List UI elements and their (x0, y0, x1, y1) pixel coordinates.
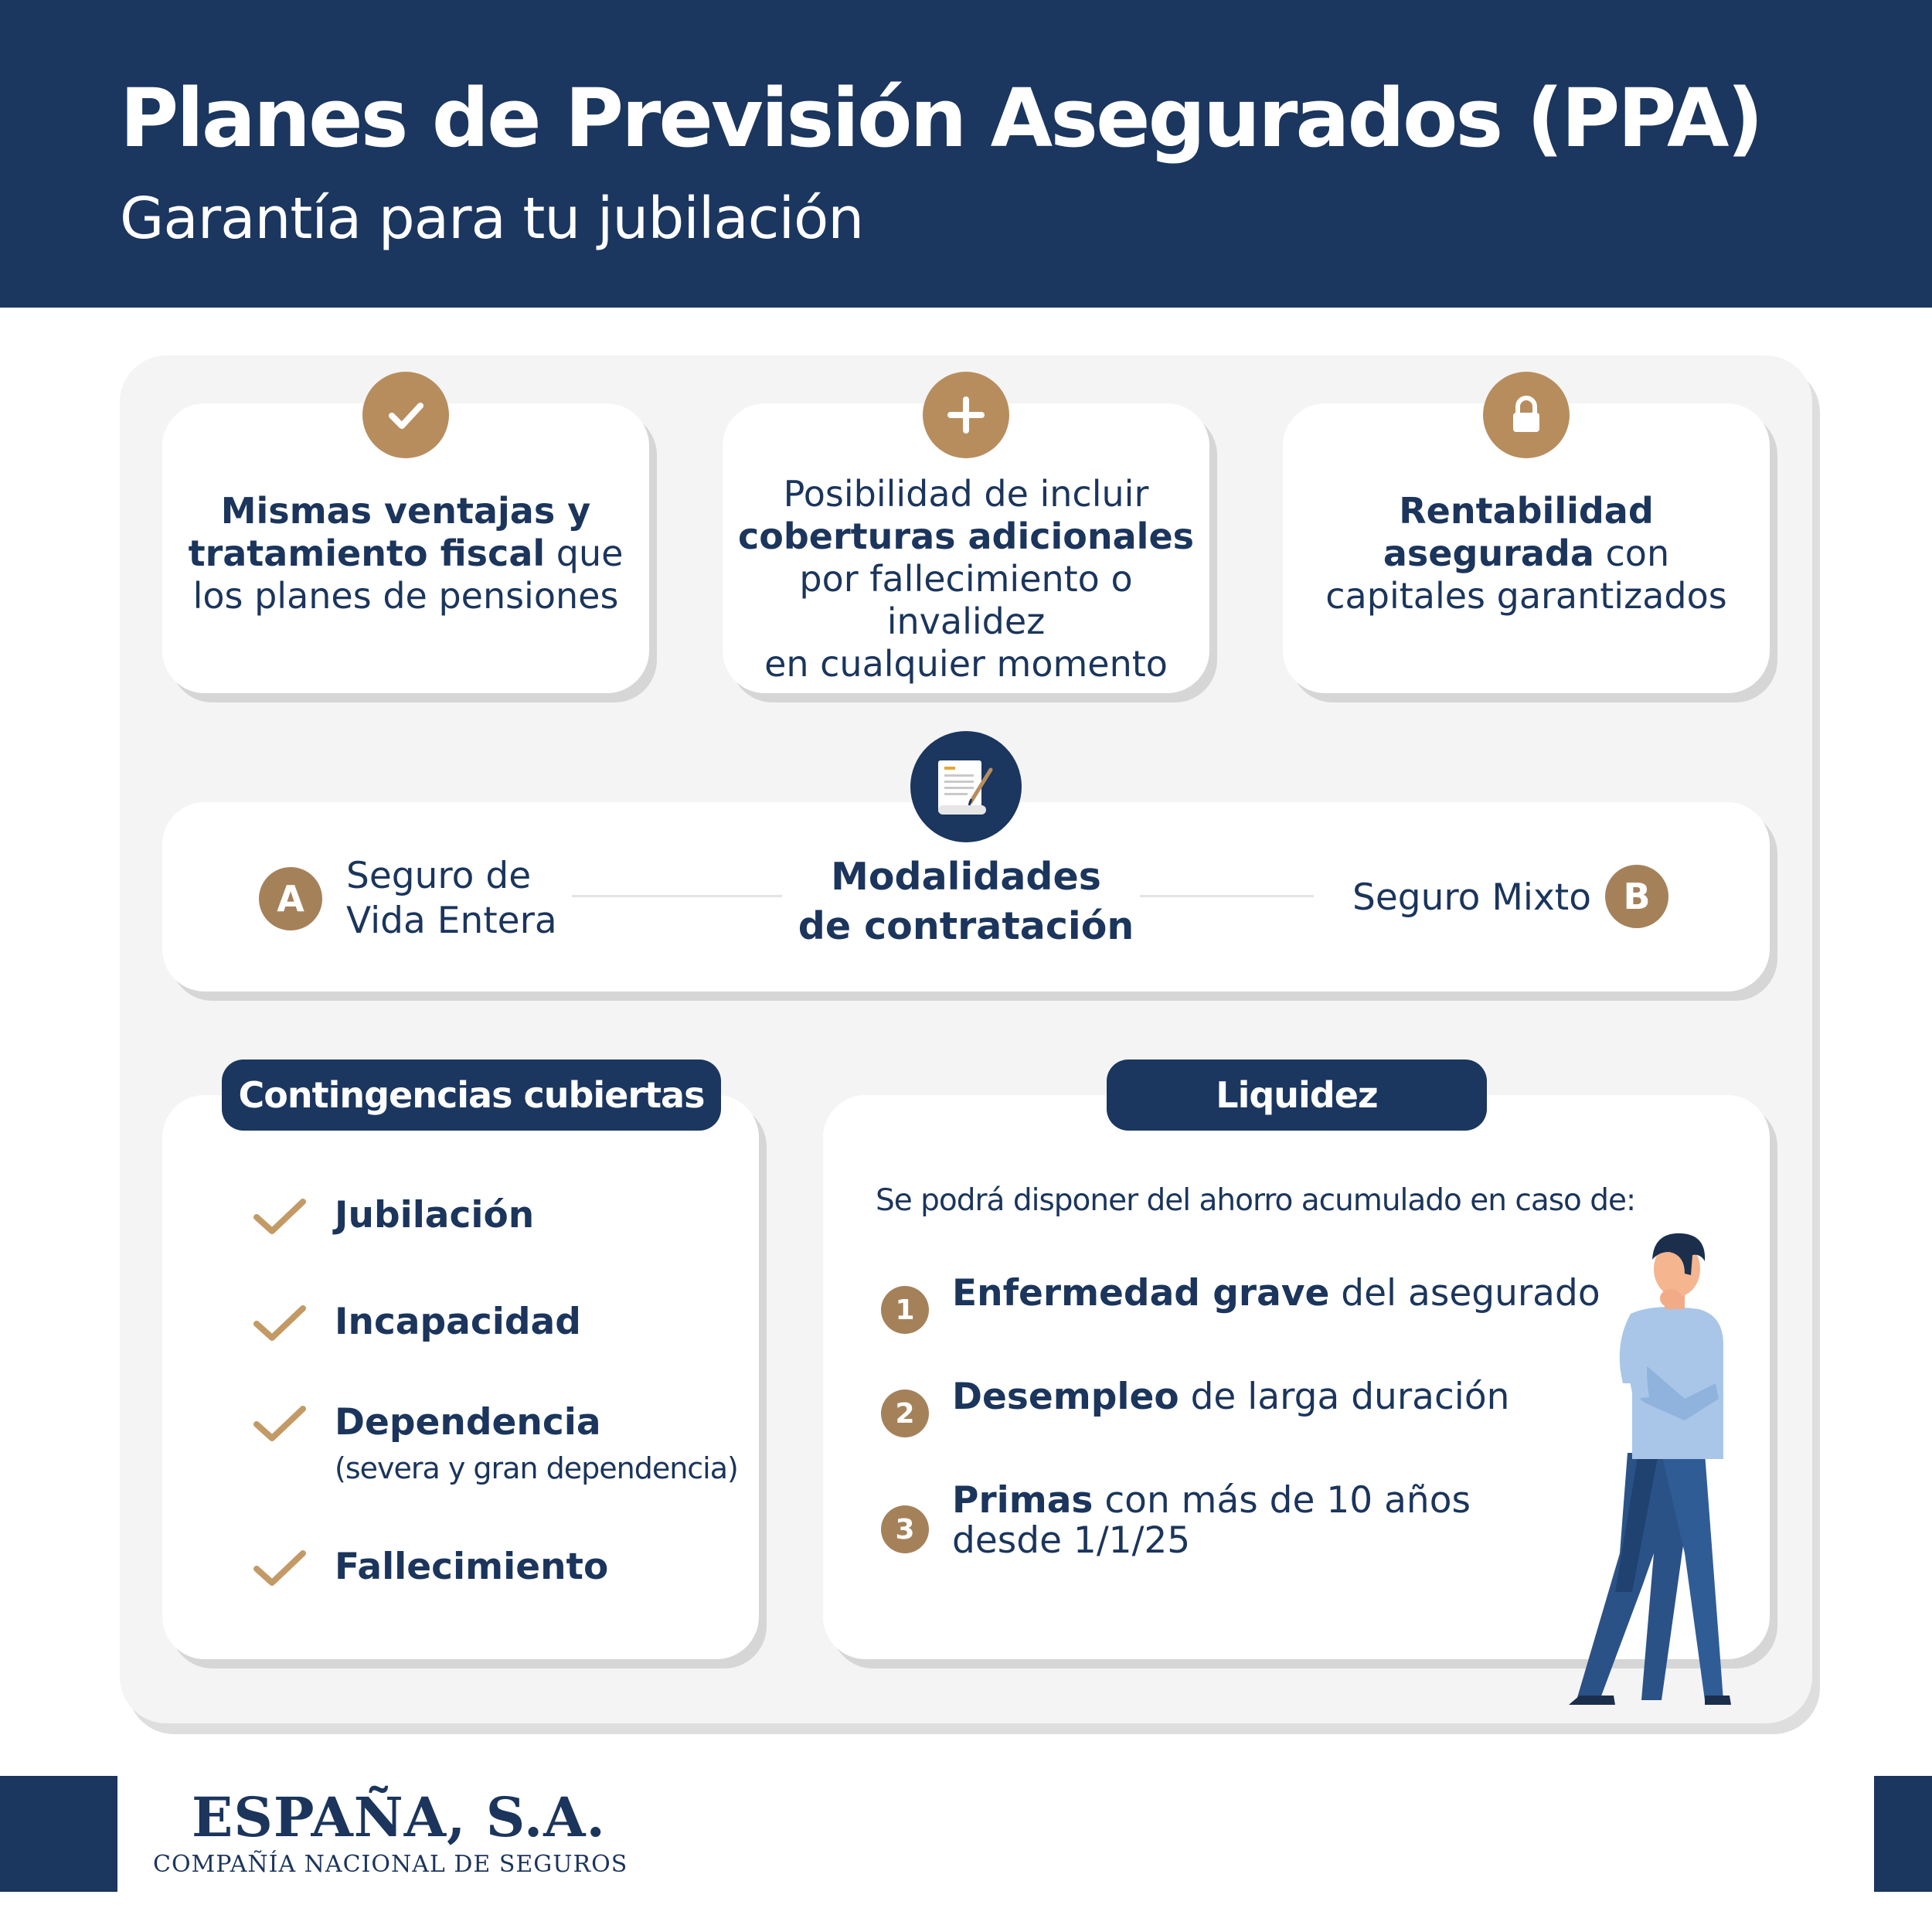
feature-text-segment: con (1594, 532, 1670, 574)
option-a-label-line2: Vida Entera (346, 900, 557, 942)
header-banner (0, 0, 1932, 308)
liquidez-item-bold: Primas (952, 1479, 1094, 1522)
feature-text-segment: tratamiento fiscal (188, 532, 546, 574)
checkmark-icon (362, 372, 449, 458)
feature-text-segment: Posibilidad de incluir (783, 473, 1149, 515)
feature-text-line (723, 558, 1209, 643)
feature-text (162, 490, 649, 617)
check-icon (252, 1196, 308, 1239)
liquidez-item-bold: Enfermedad grave (952, 1272, 1330, 1315)
contingencias-title: Contingencias cubiertas (222, 1060, 721, 1131)
liquidez-item-text (952, 1481, 1471, 1561)
liquidez-number-badge: 3 (881, 1505, 929, 1553)
check-icon (252, 1302, 308, 1345)
divider-right (1140, 895, 1314, 897)
page-title: Planes de Previsión Asegurados (PPA) (120, 71, 1761, 165)
feature-text-line (723, 473, 1209, 515)
liquidez-item-rest: del asegurado (1329, 1272, 1600, 1315)
footer-block-left (0, 1776, 117, 1892)
feature-text-segment: por fallecimiento o invalidez (799, 558, 1133, 642)
company-logo-name: ESPAÑA, S.A. (192, 1785, 606, 1849)
liquidez-number-badge: 1 (881, 1286, 929, 1334)
feature-text-line (162, 532, 649, 575)
feature-text-segment: Mismas ventajas y (220, 490, 591, 532)
liquidez-item-line2: desde 1/1/25 (952, 1519, 1191, 1562)
feature-text (723, 473, 1209, 685)
feature-text (1283, 490, 1770, 617)
option-b-label: Seguro Mixto (1352, 876, 1591, 919)
contingencia-label: Jubilación (335, 1194, 535, 1236)
feature-text-line (162, 490, 649, 532)
feature-text-line (162, 575, 649, 617)
plus-icon (923, 372, 1009, 458)
feature-text-segment: coberturas adicionales (737, 515, 1195, 557)
feature-text-line (723, 643, 1209, 685)
feature-text-segment: capitales garantizados (1325, 575, 1727, 617)
check-icon (252, 1547, 308, 1590)
feature-text-segment: los planes de pensiones (192, 575, 619, 617)
liquidez-title: Liquidez (1107, 1060, 1487, 1131)
modalidades-title-line1: Modalidades (831, 855, 1101, 899)
feature-text-segment: Rentabilidad (1399, 490, 1654, 532)
document-signing-icon (910, 731, 1022, 842)
feature-text-line (1283, 575, 1770, 617)
liquidez-item-text (952, 1274, 1600, 1314)
feature-text-segment: asegurada (1383, 532, 1594, 574)
contingencia-label: Fallecimiento (335, 1546, 609, 1588)
modalidades-title-line2: de contratación (798, 904, 1134, 948)
liquidez-item-rest: con más de 10 años (1093, 1479, 1471, 1522)
liquidez-number-badge: 2 (881, 1389, 929, 1437)
contingencia-label: Dependencia (335, 1401, 601, 1444)
liquidez-intro: Se podrá disponer del ahorro acumulado en caso de: (876, 1183, 1636, 1218)
liquidez-item-rest: de larga duración (1179, 1376, 1510, 1418)
lock-icon (1483, 372, 1570, 458)
check-icon (252, 1403, 308, 1446)
feature-text-line (1283, 490, 1770, 532)
contingencia-sublabel: (severa y gran dependencia) (335, 1451, 738, 1485)
feature-text-segment: que (545, 532, 624, 574)
company-logo-tagline: COMPAÑÍA NACIONAL DE SEGUROS (153, 1851, 628, 1878)
feature-text-line (1283, 532, 1770, 575)
feature-text-line (723, 515, 1209, 558)
contingencia-label: Incapacidad (335, 1301, 581, 1343)
thinking-man-illustration (1569, 1229, 1754, 1708)
page-subtitle: Garantía para tu jubilación (120, 185, 864, 252)
feature-text-segment: en cualquier momento (764, 643, 1168, 685)
liquidez-item-text (952, 1377, 1509, 1417)
option-b-badge: B (1605, 865, 1668, 928)
option-a-badge: A (259, 867, 322, 930)
footer-block-right (1874, 1776, 1932, 1892)
option-a-label-line1: Seguro de (346, 855, 532, 897)
liquidez-item-bold: Desempleo (952, 1376, 1179, 1418)
